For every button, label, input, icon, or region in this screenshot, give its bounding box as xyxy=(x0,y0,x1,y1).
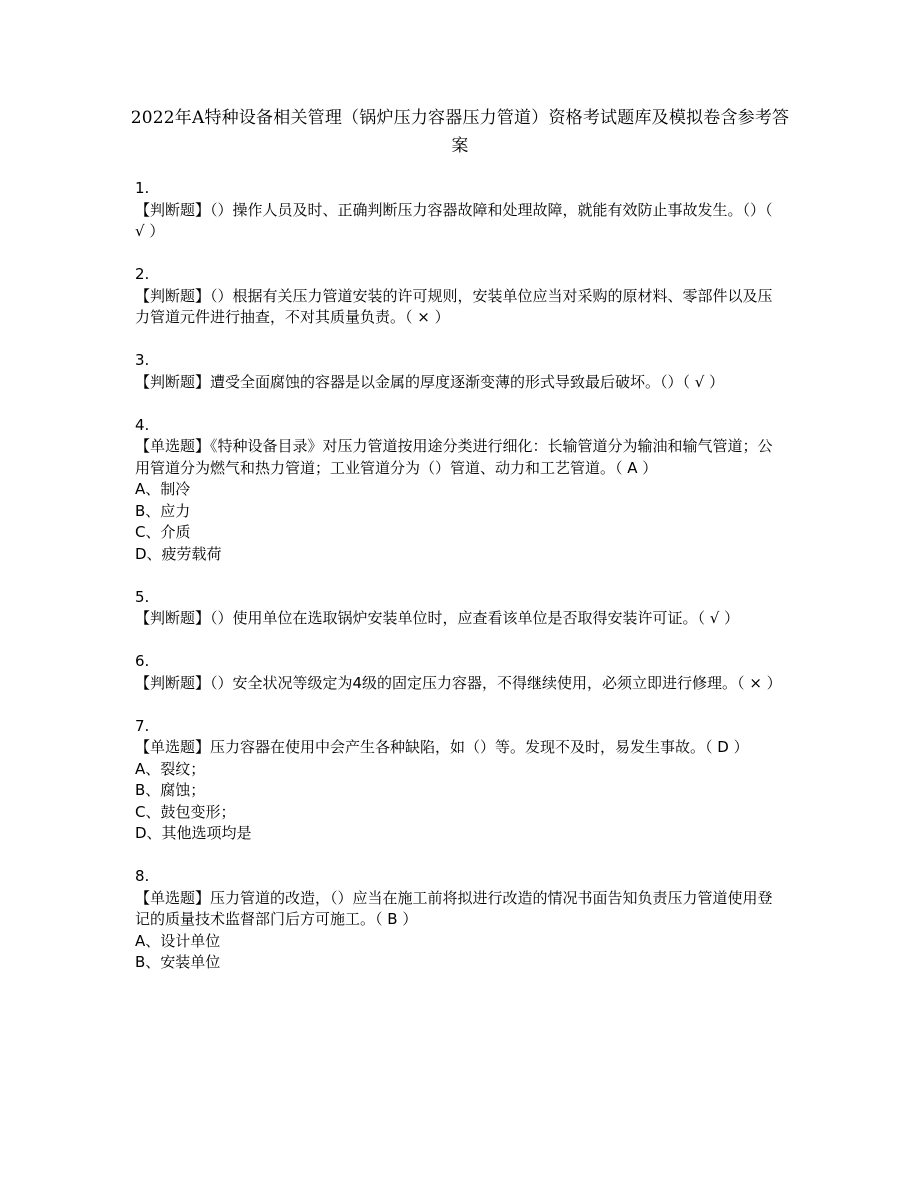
question-number: 8. xyxy=(135,867,150,885)
answer-option: B、应力 xyxy=(135,501,191,520)
answer-option: D、疲劳载荷 xyxy=(135,544,222,563)
answer-option: D、其他选项均是 xyxy=(135,824,252,842)
question-number: 4. xyxy=(135,415,150,434)
answer-option: A、裂纹； xyxy=(135,759,206,778)
question-number: 7. xyxy=(135,716,150,735)
answer-option: A、制冷 xyxy=(135,480,191,498)
question-7 xyxy=(135,716,785,845)
answer-option: B、腐蚀； xyxy=(135,781,206,799)
question-text: 【判断题】（）根据有关压力管道安装的许可规则，安装单位应当对采购的原材料、零部件以及压力管道元件进行抽查，不对其质量负责。（ × ） xyxy=(135,286,773,326)
answer-option: A、设计单位 xyxy=(135,931,221,950)
question-text: 【单选题】压力容器在使用中会产生各种缺陷，如（）等。发现不及时，易发生事故。（ D ） xyxy=(135,738,749,756)
answer-option: C、介质 xyxy=(135,523,191,541)
question-text: 【判断题】遭受全面腐蚀的容器是以金属的厚度逐渐变薄的形式导致最后破坏。（）（ √ ） xyxy=(135,372,725,391)
question-6 xyxy=(135,651,785,694)
question-text: 【判断题】（）操作人员及时、正确判断压力容器故障和处理故障，就能有效防止事故发生。（）（ √ ） xyxy=(135,200,778,240)
question-number: 6. xyxy=(135,652,150,670)
question-text: 【单选题】压力管道的改造，（）应当在施工前将拟进行改造的情况书面告知负责压力管道使用登记的质量技术监督部门后方可施工。（ B ） xyxy=(135,888,773,928)
question-list xyxy=(135,178,785,995)
answer-option: C、鼓包变形； xyxy=(135,802,236,821)
question-1 xyxy=(135,178,785,243)
question-2 xyxy=(135,264,785,329)
question-number: 2. xyxy=(135,265,150,283)
question-8 xyxy=(135,866,785,974)
question-number: 1. xyxy=(135,179,150,197)
question-number: 5. xyxy=(135,587,150,606)
question-3 xyxy=(135,350,785,393)
question-5 xyxy=(135,587,785,630)
question-number: 3. xyxy=(135,351,150,369)
question-text: 【判断题】（）使用单位在选取锅炉安装单位时，应查看该单位是否取得安装许可证。（ √ ） xyxy=(135,609,740,627)
answer-option: B、安装单位 xyxy=(135,953,221,971)
document-title: 2022年A特种设备相关管理（锅炉压力容器压力管道）资格考试题库及模拟卷含参考答案 xyxy=(130,108,790,156)
question-4 xyxy=(135,415,785,566)
question-text: 【单选题】《特种设备目录》对压力管道按用途分类进行细化：长输管道分为输油和输气管道；公用管道分为燃气和热力管道；工业管道分为（）管道、动力和工艺管道。（ A ） xyxy=(135,437,773,477)
question-text: 【判断题】（）安全状况等级定为4级的固定压力容器，不得继续使用，必须立即进行修理。（ × ） xyxy=(135,673,782,692)
